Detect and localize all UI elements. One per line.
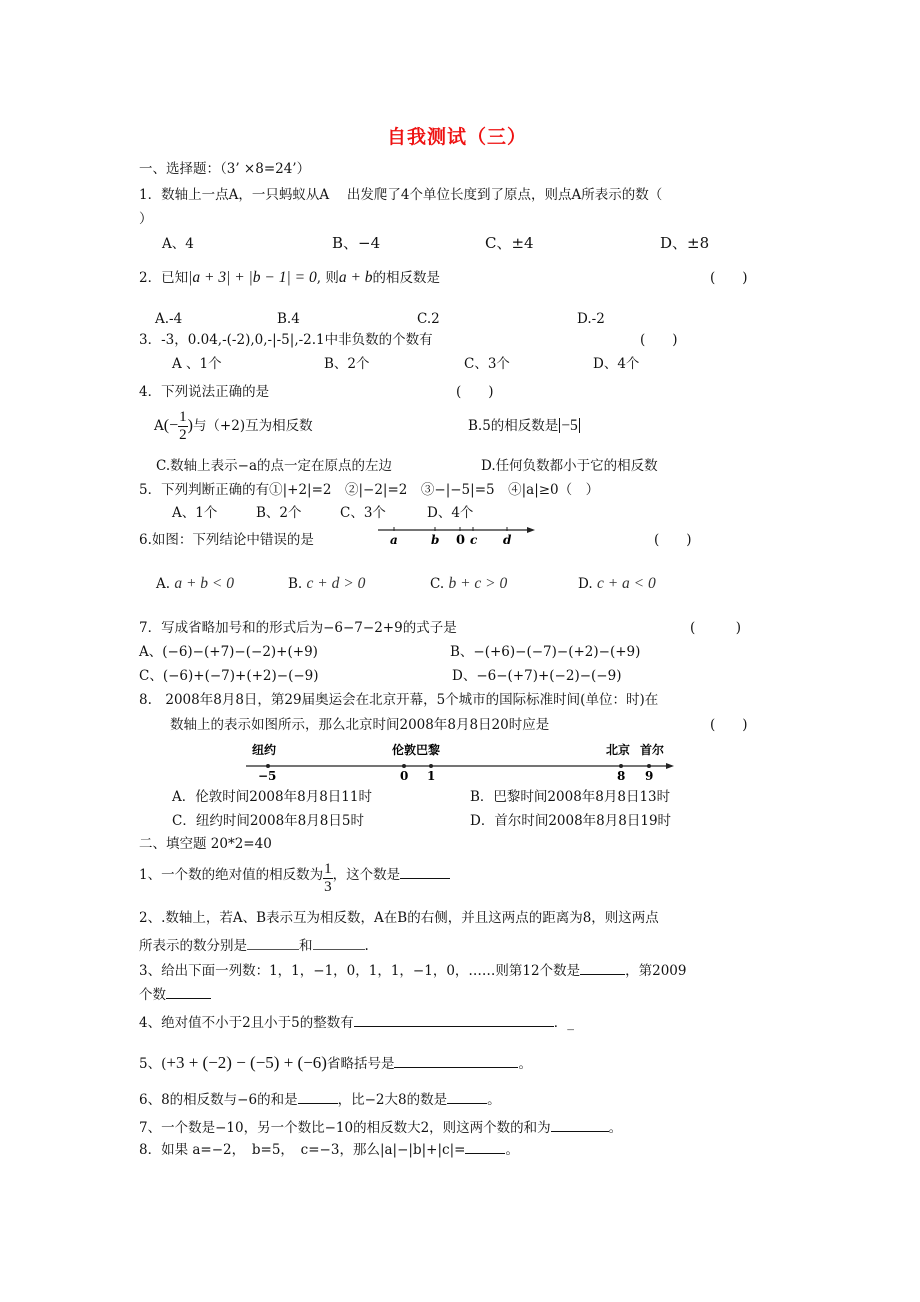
label-d: d	[503, 533, 512, 547]
point-8	[619, 764, 623, 768]
q6-option-a-expr: a + b < 0	[174, 575, 235, 592]
q8-answer-paren: ( )	[710, 717, 748, 733]
fraction-numerator: 1	[179, 409, 187, 425]
q5-option-c: C、3个	[340, 505, 386, 521]
q1-option-c: C、±4	[485, 234, 534, 252]
fill-2-answer-blank-2[interactable]	[313, 937, 365, 950]
question-1-text: 1．数轴上一点A，一只蚂蚁从A 出发爬了4个单位长度到了原点，则点A所表示的数（	[139, 187, 663, 203]
q3-option-c: C、3个	[464, 356, 510, 372]
fill-5-text: 省略括号是	[326, 1056, 395, 1072]
question-8-line1: 8. 2008年8月8日，第29届奥运会在北京开幕，5个城市的国际标准时间(单位：时)在	[139, 692, 659, 708]
q6-number-line	[375, 522, 540, 548]
section-heading-choice: 一、选择题：（3’ ×8=24’）	[139, 161, 311, 177]
fill-4-suffix: ．_	[553, 1015, 575, 1031]
tick-label-9: 9	[645, 769, 654, 782]
label-b: b	[431, 533, 440, 547]
fill-question-1	[139, 862, 450, 895]
q3-answer-paren: ( )	[640, 332, 678, 348]
q4-option-b-value: −5	[561, 417, 578, 434]
q2-option-d: D.-2	[577, 311, 605, 327]
q2-answer-paren: ( )	[710, 270, 748, 286]
point-1	[429, 764, 433, 768]
fill-6-end: 。	[487, 1092, 501, 1108]
q2-option-c: C.2	[417, 311, 440, 327]
q5-option-a: A、1个	[172, 505, 218, 521]
fill-2-answer-blank-1[interactable]	[247, 937, 299, 950]
label-0: 0	[456, 533, 466, 548]
fill-2-text: 所表示的数分别是	[139, 938, 247, 954]
section-heading-fill-in: 二、填空题 20*2=40	[139, 836, 272, 852]
fill-question-3-line2	[139, 986, 211, 1003]
fill-question-5	[139, 1054, 532, 1072]
label-c: c	[470, 533, 478, 547]
question-6: 6.如图：下列结论中错误的是	[139, 532, 314, 548]
fill-1-answer-blank[interactable]	[400, 866, 450, 879]
q6-option-c-label: C.	[430, 576, 445, 592]
point-minus-5	[266, 764, 270, 768]
q6-option-b-label: B.	[288, 576, 303, 592]
q4-option-c: C.数轴上表示−a的点一定在原点的左边	[156, 458, 392, 474]
fraction-denominator: 3	[324, 879, 332, 895]
fraction-numerator: 1	[324, 861, 332, 877]
question-1-paren: ）	[139, 211, 153, 227]
fill-6-text-2: ，比−2大8的数是	[337, 1092, 448, 1108]
q2-option-b: B.4	[277, 311, 300, 327]
fill-3-text-2: ，第2009	[625, 963, 687, 979]
tick-label-8: 8	[617, 769, 626, 782]
q5-option-d: D、4个	[427, 505, 474, 521]
fill-6-text-1: 6、8的相反数与−6的和是	[139, 1092, 298, 1108]
q6-option-a-label: A.	[156, 576, 171, 592]
city-seoul: 首尔	[640, 743, 665, 757]
fill-5-answer-blank[interactable]	[394, 1055, 518, 1068]
q2-suffix: 的相反数是	[372, 270, 441, 286]
fill-1-text: 1、一个数的绝对值的相反数为	[139, 867, 324, 883]
q3-option-d: D、4个	[593, 356, 640, 372]
fill-7-text: 7、一个数是−10，另一个数比−10的相反数大2，则这两个数的和为	[139, 1120, 551, 1136]
fill-8-text: 8．如果 a=−2， b=5， c=−3，那么|a|−|b|+|c|=	[139, 1142, 466, 1158]
fraction-one-half	[178, 410, 188, 443]
q3-option-a: A 、1个	[172, 356, 222, 372]
q7-answer-paren: ( )	[690, 620, 742, 636]
q6-option-c	[430, 576, 507, 592]
question-7: 7．写成省略加号和的形式后为−6−7−2+9的式子是	[139, 620, 457, 636]
q4-option-b-text: B.5的相反数是	[468, 418, 559, 434]
fill-2-end: .	[364, 938, 369, 954]
label-a: a	[390, 533, 398, 547]
q7-option-d: D、−6−(+7)+(−2)−(−9)	[452, 668, 622, 684]
fill-8-end: 。	[505, 1142, 519, 1158]
question-2	[139, 270, 440, 286]
fill-question-4	[139, 1014, 574, 1031]
q8-option-c: C．纽约时间2008年8月8日5时	[172, 813, 364, 829]
q4-answer-paren: ( )	[456, 384, 494, 400]
fill-question-7	[139, 1119, 622, 1136]
q4-option-a: A(− $\frac{1}{2}$ )与（+2)互为相反数	[154, 409, 313, 443]
q6-option-b	[288, 576, 365, 592]
point-9	[647, 764, 651, 768]
q2-option-a: A.-4	[155, 311, 183, 327]
fill-3-text: 3、给出下面一列数：1，1，−1，0，1，1，−1，0，……则第12个数是	[139, 963, 581, 979]
fill-2-and: 和	[299, 938, 313, 954]
fill-7-answer-blank[interactable]	[551, 1119, 609, 1132]
q6-option-d-expr: c + a < 0	[596, 575, 656, 592]
q2-middle: , 则	[316, 270, 339, 286]
fill-1-suffix: ，这个数是	[332, 867, 401, 883]
fill-8-answer-blank[interactable]	[465, 1141, 505, 1154]
fill-5-expression: +3 + (−2) − (−5) + (−6)	[166, 1053, 327, 1072]
q4-option-a-label: A	[154, 418, 164, 434]
q6-option-a	[156, 576, 234, 592]
q6-option-b-expr: c + d > 0	[306, 575, 366, 592]
question-3: 3．-3，0.04,-(-2),0,-|-5|,-2.1中非负数的个数有	[139, 332, 433, 348]
tick-label-0: 0	[400, 769, 409, 782]
q8-option-d: D．首尔时间2008年8月8日19时	[470, 813, 672, 829]
number-line-arrow	[527, 527, 535, 533]
tick-label-minus-5: −5	[258, 769, 277, 782]
q6-answer-paren: ( )	[654, 532, 692, 548]
question-5: 5．下列判断正确的有①|+2|=2 ②|−2|=2 ③−|−5|=5 ④|a|≥0（ ）	[139, 482, 600, 498]
fill-5-prefix: 5、(	[139, 1056, 167, 1072]
fill-7-end: 。	[608, 1120, 623, 1136]
fill-6-answer-blank-1[interactable]	[298, 1091, 338, 1104]
page-title: 自我测试（三）	[387, 126, 528, 148]
timeline-arrow	[666, 763, 674, 769]
q1-option-d: D、±8	[660, 234, 710, 252]
city-beijing: 北京	[606, 743, 631, 757]
q7-option-a: A、(−6)−(+7)−(−2)+(+9)	[139, 644, 318, 660]
fill-6-answer-blank-2[interactable]	[447, 1091, 487, 1104]
fraction-one-third	[323, 862, 333, 895]
fill-3-line2-text: 个数	[139, 987, 166, 1003]
fill-question-6	[139, 1091, 501, 1108]
q4-option-a-text: 与（+2)互为相反数	[192, 418, 313, 434]
city-new-york: 纽约	[252, 743, 277, 757]
fill-4-text: 4、绝对值不小于2且小于5的整数有	[139, 1015, 354, 1031]
fill-question-3-line1	[139, 962, 686, 979]
city-london-paris: 伦敦巴黎	[392, 743, 441, 757]
q3-option-b: B、2个	[324, 356, 370, 372]
q4-option-b	[468, 418, 581, 434]
q8-option-a: A．伦敦时间2008年8月8日11时	[172, 789, 372, 805]
fill-question-2-line1: 2、.数轴上，若A、B表示互为相反数，A在B的右侧，并且这两点的距离为8，则这两点	[139, 910, 659, 926]
fill-question-2-line2	[139, 937, 369, 954]
q8-option-b: B．巴黎时间2008年8月8日13时	[470, 789, 671, 805]
fraction-denominator: 2	[179, 427, 187, 443]
fill-4-answer-blank[interactable]	[354, 1014, 554, 1027]
q2-expression: a + b	[338, 269, 373, 286]
question-8-line2: 数轴上的表示如图所示，那么北京时间2008年8月8日20时应是	[170, 717, 550, 733]
point-0	[402, 764, 406, 768]
q2-equation: |a + 3| + |b − 1| = 0	[188, 269, 317, 286]
q7-option-b: B、−(+6)−(−7)−(+2)−(+9)	[450, 644, 641, 660]
fill-3-answer-blank-1[interactable]	[580, 962, 625, 975]
q2-prefix: 2．已知	[139, 270, 189, 286]
fill-question-8	[139, 1141, 519, 1158]
tick-label-1: 1	[427, 769, 436, 782]
q6-option-c-expr: b + c > 0	[448, 575, 508, 592]
q8-timezone-number-line	[240, 740, 680, 782]
q6-option-d-label: D.	[578, 576, 593, 592]
fill-3-answer-blank-2[interactable]	[166, 986, 211, 999]
q1-option-a: A、4	[162, 236, 194, 252]
q7-option-c: C、(−6)+(−7)+(+2)−(−9)	[139, 668, 319, 684]
q1-option-b: B、−4	[332, 234, 381, 252]
q5-option-b: B、2个	[256, 505, 302, 521]
q4-option-d: D.任何负数都小于它的相反数	[481, 458, 658, 474]
fill-5-end: 。	[518, 1056, 532, 1072]
question-4: 4．下列说法正确的是	[139, 384, 270, 400]
q6-option-d	[578, 576, 656, 592]
